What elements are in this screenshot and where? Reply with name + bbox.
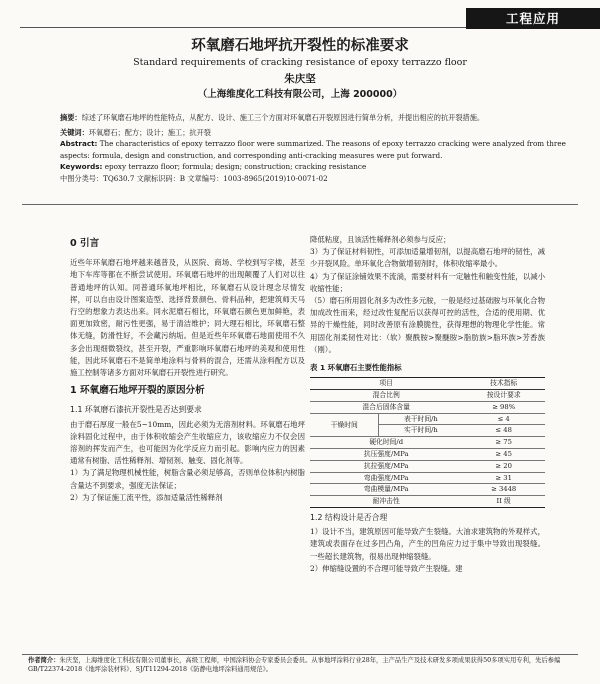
section-heading-1: 1 环氧磨石地坪开裂的原因分析 (70, 385, 205, 397)
table-header-row (310, 378, 545, 390)
article-author: 朱庆坚 (284, 73, 316, 85)
table-row (310, 484, 545, 496)
table-cell: ≥ 20 (495, 461, 512, 470)
front-matter (60, 112, 580, 184)
table-cell: 混合比例 (372, 391, 400, 400)
table-row (310, 401, 545, 413)
paragraph: 3）为了保证材料韧性，可添加适量增韧剂，以提高磨石地坪的韧性，减少开裂风险。单环氧化合物做增韧剂时，体积收缩率最小。 (310, 247, 545, 269)
article-title: 环氧磨石地坪抗开裂性的标准要求 (191, 38, 409, 54)
footnote-label: 作者简介： (28, 657, 60, 664)
table-header-item: 项目 (379, 379, 393, 388)
paragraph: 2）为了保证施工流平性，添加适量活性稀释剂 (70, 492, 223, 502)
section-tag: 工程应用 (466, 8, 600, 29)
keywords-en (60, 161, 580, 173)
keywords-cn-text: 环氧磨石；配方；设计；施工；抗开裂 (88, 127, 211, 137)
table-row (310, 449, 545, 461)
table-row (310, 496, 545, 508)
paragraph: 1）设计不当，建筑原因可能导致产生裂缝。大油求建筑物的外观样式，建筑或表面存在过多凹凸角，产生的凹角应力过于集中导致出现裂缝。一些超长建筑物，很易出现伸缩裂缝。 (310, 527, 545, 561)
table-row (310, 390, 545, 402)
table-cell: ≥ 75 (495, 438, 512, 447)
abstract-en (60, 138, 580, 161)
abstract-cn (60, 112, 580, 124)
keywords-en-text: epoxy terrazzo floor; formula; design; construction; cracking resistance (104, 162, 367, 171)
abstract-en-text: The characteristics of epoxy terrazzo floor were summarized. The reasons of epoxy terrazzo cracking were analyzed from three aspects: formula, design and construction, and corresponding anti-cracking measures were put forward. (60, 139, 566, 160)
table-cell: ≥ 45 (495, 450, 512, 459)
article-affiliation: （上海维度化工科技有限公司，上海 200000） (197, 89, 403, 100)
table-cell: 耐冲击性 (372, 497, 400, 506)
table-cell: ≤ 48 (495, 426, 512, 435)
table-row (310, 437, 545, 449)
table-cell: 表干时间/h (403, 414, 438, 423)
table-cell: 混合后固体含量 (362, 402, 410, 411)
abstract-en-label: Abstract: (60, 139, 98, 148)
table-cell: 弯曲强度/MPa (363, 473, 409, 482)
table-cell: 按设计要求 (486, 391, 521, 400)
author-footnote (28, 656, 578, 675)
keywords-en-label: Keywords: (60, 162, 103, 171)
table-row (310, 413, 545, 425)
paragraph: 近些年环氧磨石地坪越来越普及，从医院、商场、学校到写字楼，甚至地下车库等都在不断尝试使用。环氧磨石地坪的出现颠覆了人们对以往普通地坪的认知。同普通环氧地坪相比，环氧磨石从设计理念尽情发挥，可以自由设计图案造型、选择背景颜色、骨料品种，把建筑师天马行空的想象力表达出来。同水泥磨石相比，环氧磨石颜色更加鲜艳，表面更加致密，耐污性更强，易于清洁维护；同大理石相比，环氧磨石整体无缝，防滑性好，不会藏污纳垢。但是近些年环氧磨石地面使用不久多会出现细微裂纹，甚至开裂，严重影响环氧磨石地坪的美观和使用性能，因此环氧磨石不是简单地涂料与骨料的混合，还需从涂料配方以及施工控制等诸多方面对环氧磨石开裂性进行研究。 (70, 258, 305, 378)
table-header-spec: 技术指标 (490, 379, 518, 388)
table-cell: 抗拉强度/MPa (363, 461, 409, 470)
paragraph: 4）为了保证涂铺效果不流淌，需要材料有一定触性和触变性能，以减小收缩性能； (310, 271, 545, 293)
table-cell: ≤ 4 (497, 414, 510, 423)
table-row (310, 472, 545, 484)
table-cell: 弯曲模量/MPa (363, 485, 409, 494)
footnote-text: 朱庆坚，上海维度化工科技有限公司董事长，高级工程师，中国涂料协会专家委员会委员。从事地坪涂料行业28年，主产品生产及技术研发多项成果获得50多项实用专利，先后参编GB/T22374-2018《地坪涂装材料》、SJ/T11294-2018《防静电地坪涂料通用规范》。 (28, 657, 561, 674)
paragraph: 降低粘度，且该活性稀释剂必须参与反应； (310, 235, 451, 244)
article-title-en: Standard requirements of cracking resistance of epoxy terrazzo floor (133, 57, 467, 68)
paragraph: （5）磨石所用固化剂多为改性多元胺，一般是经过基础胺与环氧化合物加成改性而来，经过改性复配后以获得可控的活性，合适的使用期、优异的干燥性能，同时改善原有涂膜脆性，获得理想的物理化学性能。常用固化剂柔韧性对比：（软）聚酰胺>聚醚胺>脂肪族>脂环族>芳香族（刚）。 (310, 296, 545, 354)
front-matter-rule (22, 204, 578, 205)
paragraph: 2）伸缩缝设置的不合理可能导致产生裂缝。建 (310, 563, 463, 573)
properties-table (310, 377, 545, 508)
table-row (310, 460, 545, 472)
table-cell: ≥ 98% (492, 402, 516, 411)
left-column (70, 232, 305, 504)
table-group-cell: 干燥时间 (310, 413, 379, 437)
table-cell: II 级 (496, 497, 511, 506)
subsection-heading-1-2: 1.2 结构设计是否合理 (310, 513, 388, 522)
classification-line: 中图分类号：TQ630.7 文献标识码：B 文章编号：1003-8965(2019)10-0071-02 (60, 173, 328, 183)
table-cell: ≥ 3448 (491, 485, 517, 494)
footnote-rule (22, 654, 578, 655)
table-caption: 表 1 环氧磨石主要性能指标 (310, 363, 402, 373)
paragraph: 1）为了满足物理机械性能，树脂含量必须足够高，否则单位体积内树脂含量达不到要求，强度无法保证； (70, 468, 305, 490)
abstract-cn-label: 摘要： (60, 113, 82, 122)
section-heading-intro: 0 引言 (70, 238, 100, 249)
paragraph: 由于磨石厚度一般在5~10mm，因此必须为无溶剂材料。环氧磨石地坪涂料固化过程中，由于体积收缩会产生收缩应力，该收缩应力不仅会因溶剂的挥发而产生，也可能因为化学反应力而引起。影响内应力的因素通常有树脂、活性稀释剂、增韧剂、触变、固化剂等。 (70, 419, 305, 466)
table-cell: ≥ 31 (495, 473, 512, 482)
keywords-cn (60, 127, 580, 139)
right-column (310, 234, 545, 575)
subsection-heading-1-1: 1.1 环氧磨石漆抗开裂性是否达到要求 (70, 405, 202, 415)
header-rule (20, 27, 466, 28)
keywords-cn-label: 关键词： (60, 127, 89, 137)
table-cell: 抗压强度/MPa (363, 450, 409, 459)
table-cell: 实干时间/h (403, 426, 438, 435)
abstract-cn-text: 综述了环氧磨石地坪的性能特点，从配方、设计、施工三个方面对环氧磨石开裂原因进行简单分析，并提出相应的抗开裂措施。 (81, 113, 485, 122)
table-cell: 硬化时间/d (369, 438, 404, 447)
